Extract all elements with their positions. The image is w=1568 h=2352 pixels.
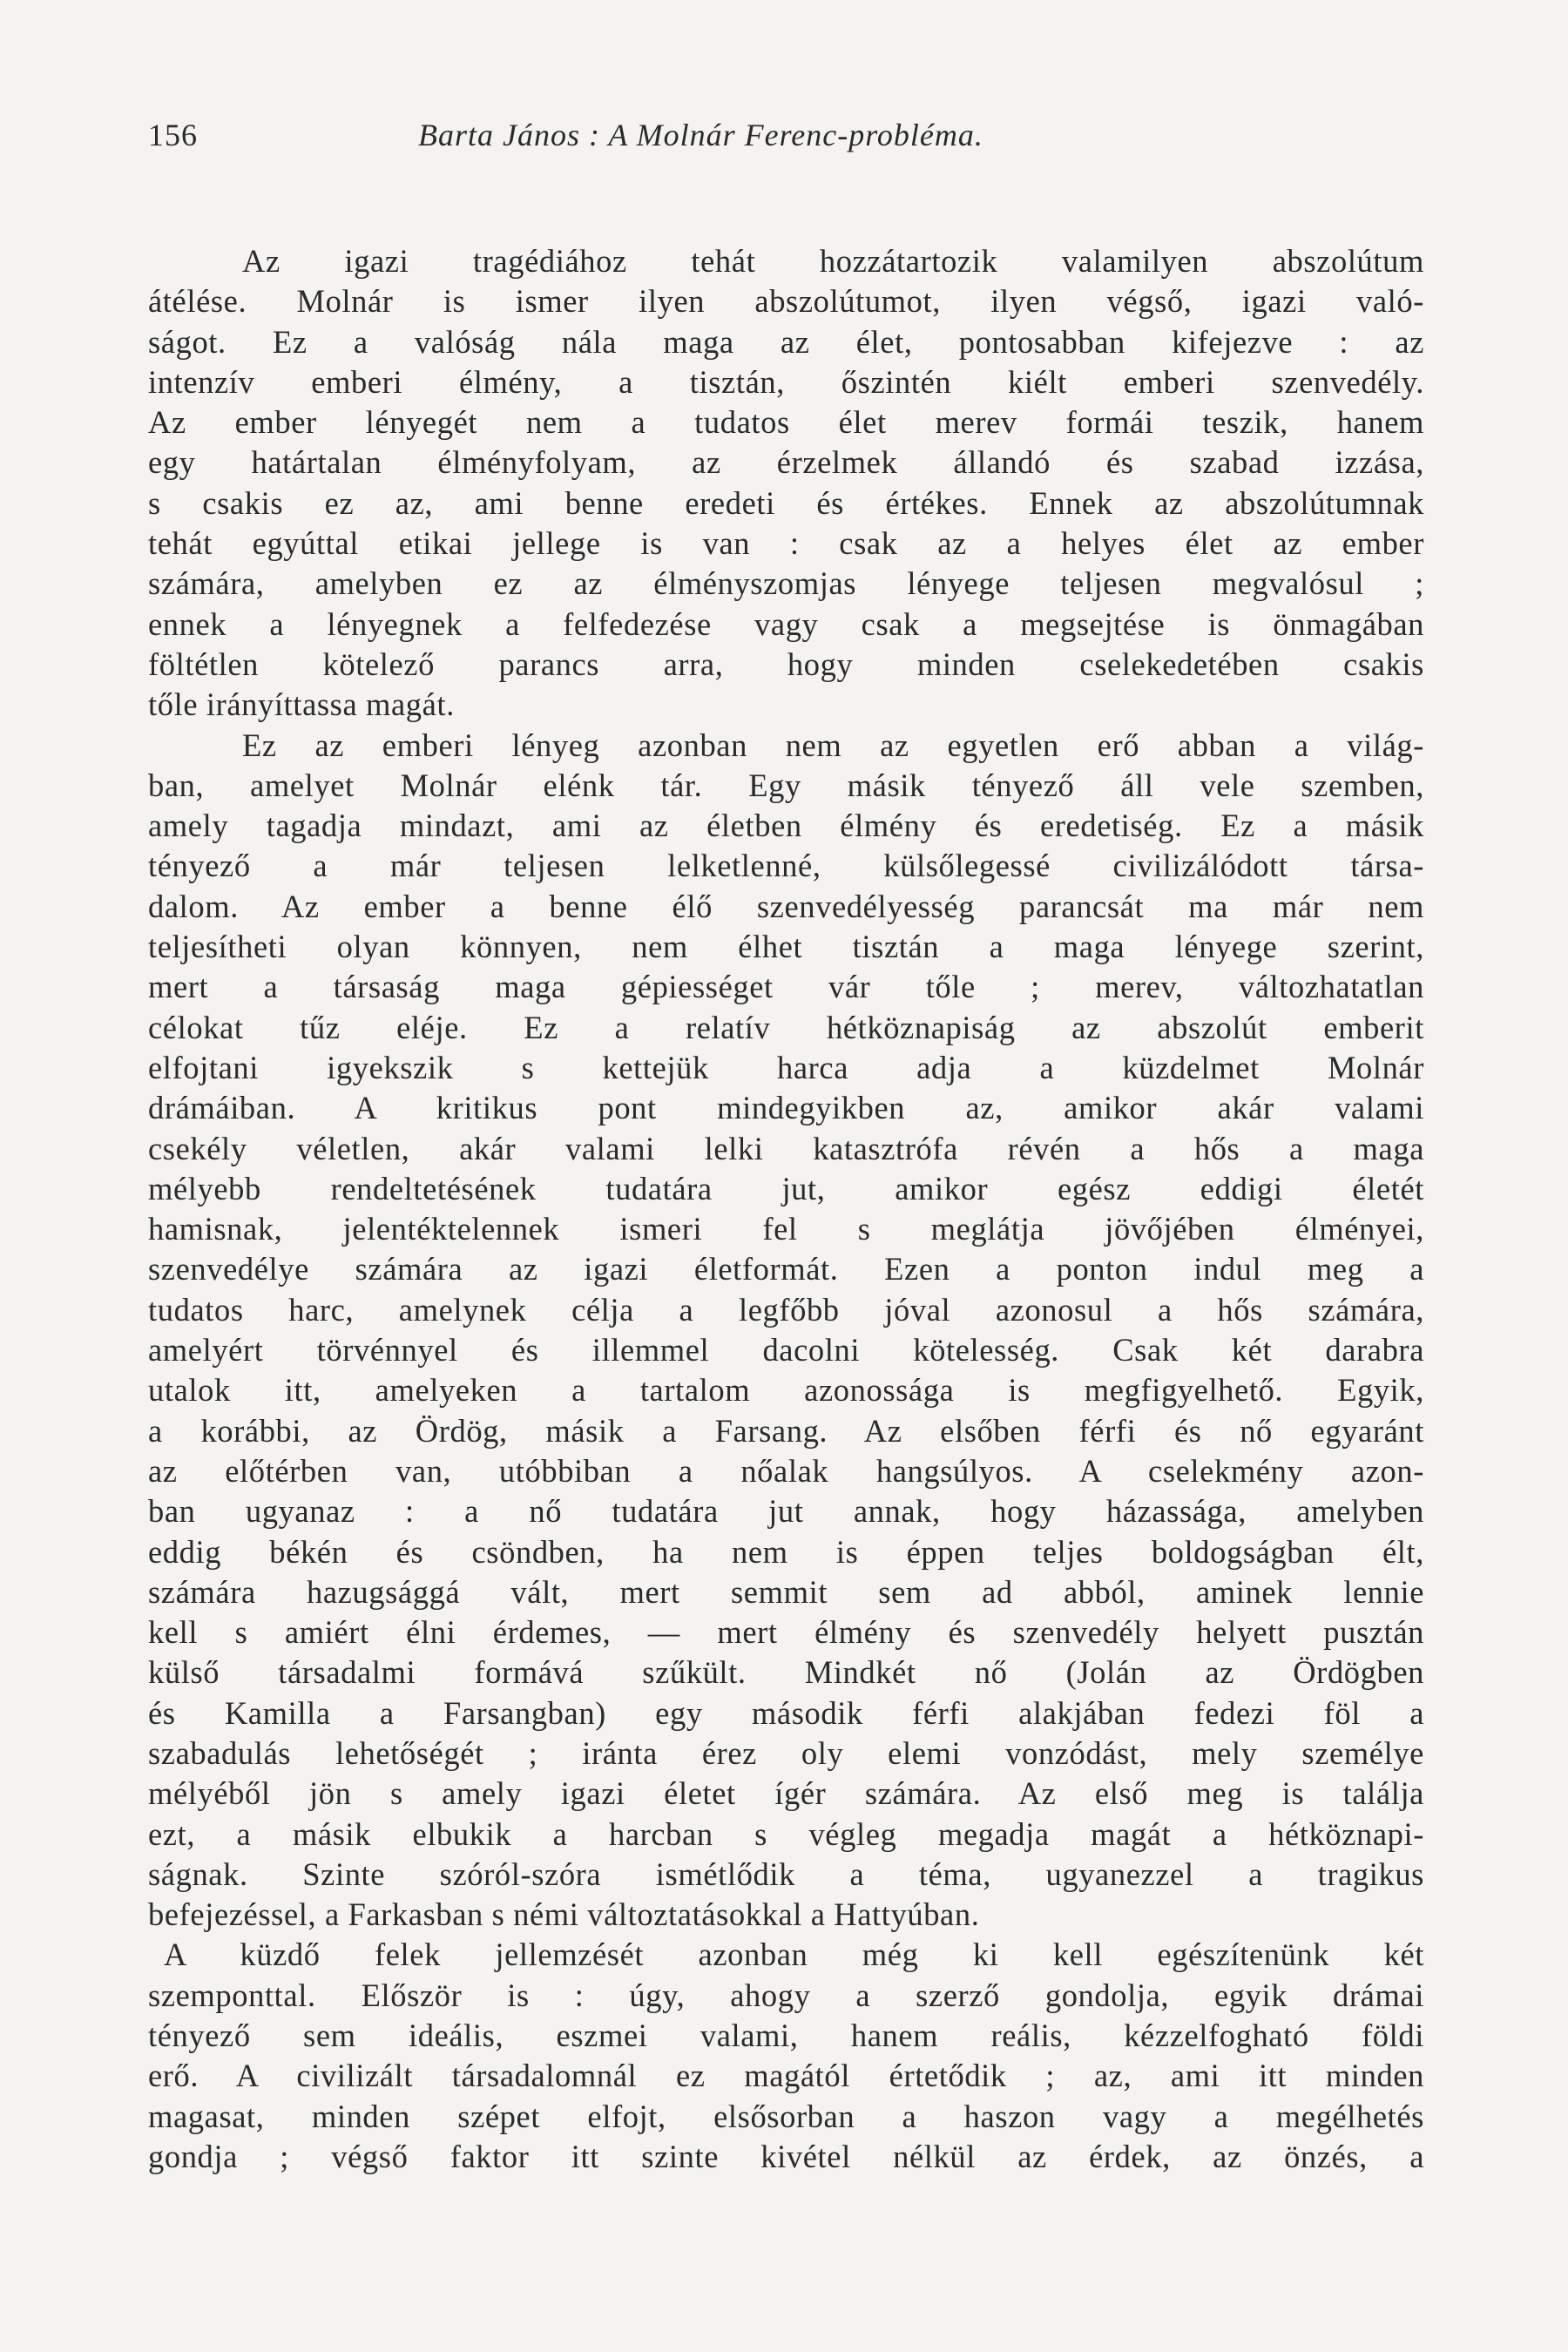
text-line: hamisnak, jelentéktelennek ismeri fel s meglátja jövőjében élményei,: [148, 1211, 1424, 1247]
text-line: csekély véletlen, akár valami lelki katasztrófa révén a hős a maga: [148, 1130, 1424, 1166]
running-title: Barta János : A Molnár Ferenc-probléma.: [418, 118, 983, 152]
text-line: számára hazugsággá vált, mert semmit sem ad abból, aminek lennie: [148, 1573, 1424, 1610]
text-line: amely tagadja mindazt, ami az életben élmény és eredetiség. Ez a másik: [148, 808, 1424, 844]
text-line: célokat tűz eléje. Ez a relatív hétköznapiság az abszolút emberit: [148, 1009, 1424, 1045]
body-text: [148, 241, 1424, 2177]
text-line: föltétlen kötelező parancs arra, hogy minden cselekedetében csakis: [148, 645, 1424, 682]
page-number: 156: [148, 118, 198, 152]
text-line: eddig békén és csöndben, ha nem is éppen teljes boldogságban élt,: [148, 1533, 1424, 1570]
text-line: Az igazi tragédiához tehát hozzátartozik valamilyen abszolútum: [242, 243, 1424, 279]
text-line: drámáiban. A kritikus pont mindegyikben az, amikor akár valami: [148, 1090, 1424, 1126]
text-line: az előtérben van, utóbbiban a nőalak hangsúlyos. A cselekmény azon-: [148, 1452, 1424, 1489]
text-line: s csakis ez az, ami benne eredeti és értékes. Ennek az abszolútumnak: [148, 484, 1424, 521]
text-line: tudatos harc, amelynek célja a legfőbb jóval azonosul a hős számára,: [148, 1291, 1424, 1328]
text-line: A küzdő felek jellemzését azonban még ki kell egészítenünk két: [164, 1936, 1424, 1973]
text-line: kell s amiért élni érdemes, — mert élmény és szenvedély helyett pusztán: [148, 1614, 1424, 1651]
text-line: a korábbi, az Ördög, másik a Farsang. Az elsőben férfi és nő egyaránt: [148, 1412, 1424, 1449]
running-head: [148, 118, 1424, 152]
text-line: tehát egyúttal etikai jellege is van : csak az a helyes élet az ember: [148, 525, 1424, 562]
text-line: mélyéből jön s amely igazi életet ígér számára. Az első meg is találja: [148, 1775, 1424, 1812]
text-line: ságot. Ez a valóság nála maga az élet, pontosabban kifejezve : az: [148, 323, 1424, 360]
text-line: számára, amelyben ez az élményszomjas lényege teljesen megvalósul ;: [148, 565, 1424, 602]
text-line: utalok itt, amelyeken a tartalom azonossága is megfigyelhető. Egyik,: [148, 1372, 1424, 1409]
text-line: szenvedélye számára az igazi életformát. Ezen a ponton indul meg a: [148, 1251, 1424, 1288]
text-line: átélése. Molnár is ismer ilyen abszolútumot, ilyen végső, igazi való-: [148, 283, 1424, 320]
text-line: dalom. Az ember a benne élő szenvedélyesség parancsát ma már nem: [148, 888, 1424, 924]
text-line: szabadulás lehetőségét ; iránta érez oly elemi vonzódást, mely személye: [148, 1734, 1424, 1771]
text-line: magasat, minden szépet elfojt, elsősorban a haszon vagy a megélhetés: [148, 2098, 1424, 2134]
text-line: szemponttal. Először is : úgy, ahogy a szerző gondolja, egyik drámai: [148, 1977, 1424, 2013]
text-line: tényező a már teljesen lelketlenné, külsőlegessé civilizálódott társa-: [148, 848, 1424, 884]
text-line: ennek a lényegnek a felfedezése vagy csak a megsejtése is önmagában: [148, 605, 1424, 642]
text-line: mélyebb rendeltetésének tudatára jut, amikor egész eddigi életét: [148, 1170, 1424, 1206]
text-line: külső társadalmi formává szűkült. Mindkét nő (Jolán az Ördögben: [148, 1654, 1424, 1691]
text-line: tőle irányíttassa magát.: [148, 686, 455, 723]
text-line: teljesítheti olyan könnyen, nem élhet tisztán a maga lényege szerint,: [148, 929, 1424, 965]
text-line: mert a társaság maga gépiességet vár tőle ; merev, változhatatlan: [148, 969, 1424, 1005]
text-line: ezt, a másik elbukik a harcban s végleg megadja magát a hétköznapi-: [148, 1815, 1424, 1852]
text-line: tényező sem ideális, eszmei valami, hanem reális, kézzelfogható földi: [148, 2017, 1424, 2054]
text-line: Az ember lényegét nem a tudatos élet merev formái teszik, hanem: [148, 404, 1424, 441]
text-line: gondja ; végső faktor itt szinte kivétel nélkül az érdek, az önzés, a: [148, 2138, 1424, 2174]
text-line: amelyért törvénnyel és illemmel dacolni kötelesség. Csak két darabra: [148, 1332, 1424, 1369]
text-line: befejezéssel, a Farkasban s némi változtatásokkal a Hattyúban.: [148, 1896, 980, 1933]
text-line: és Kamilla a Farsangban) egy második férfi alakjában fedezi föl a: [148, 1694, 1424, 1731]
text-line: ban ugyanaz : a nő tudatára jut annak, hogy házassága, amelyben: [148, 1493, 1424, 1530]
text-line: ban, amelyet Molnár elénk tár. Egy másik tényező áll vele szemben,: [148, 767, 1424, 803]
text-line: erő. A civilizált társadalomnál ez magától értetődik ; az, ami itt minden: [148, 2058, 1424, 2094]
text-line: intenzív emberi élmény, a tisztán, őszintén kiélt emberi szenvedély.: [148, 363, 1424, 400]
text-line: ságnak. Szinte szóról-szóra ismétlődik a téma, ugyanezzel a tragikus: [148, 1855, 1424, 1892]
text-line: egy határtalan élményfolyam, az érzelmek állandó és szabad izzása,: [148, 444, 1424, 481]
text-line: Ez az emberi lényeg azonban nem az egyetlen erő abban a világ-: [242, 727, 1424, 763]
text-line: elfojtani igyekszik s kettejük harca adja a küzdelmet Molnár: [148, 1049, 1424, 1085]
